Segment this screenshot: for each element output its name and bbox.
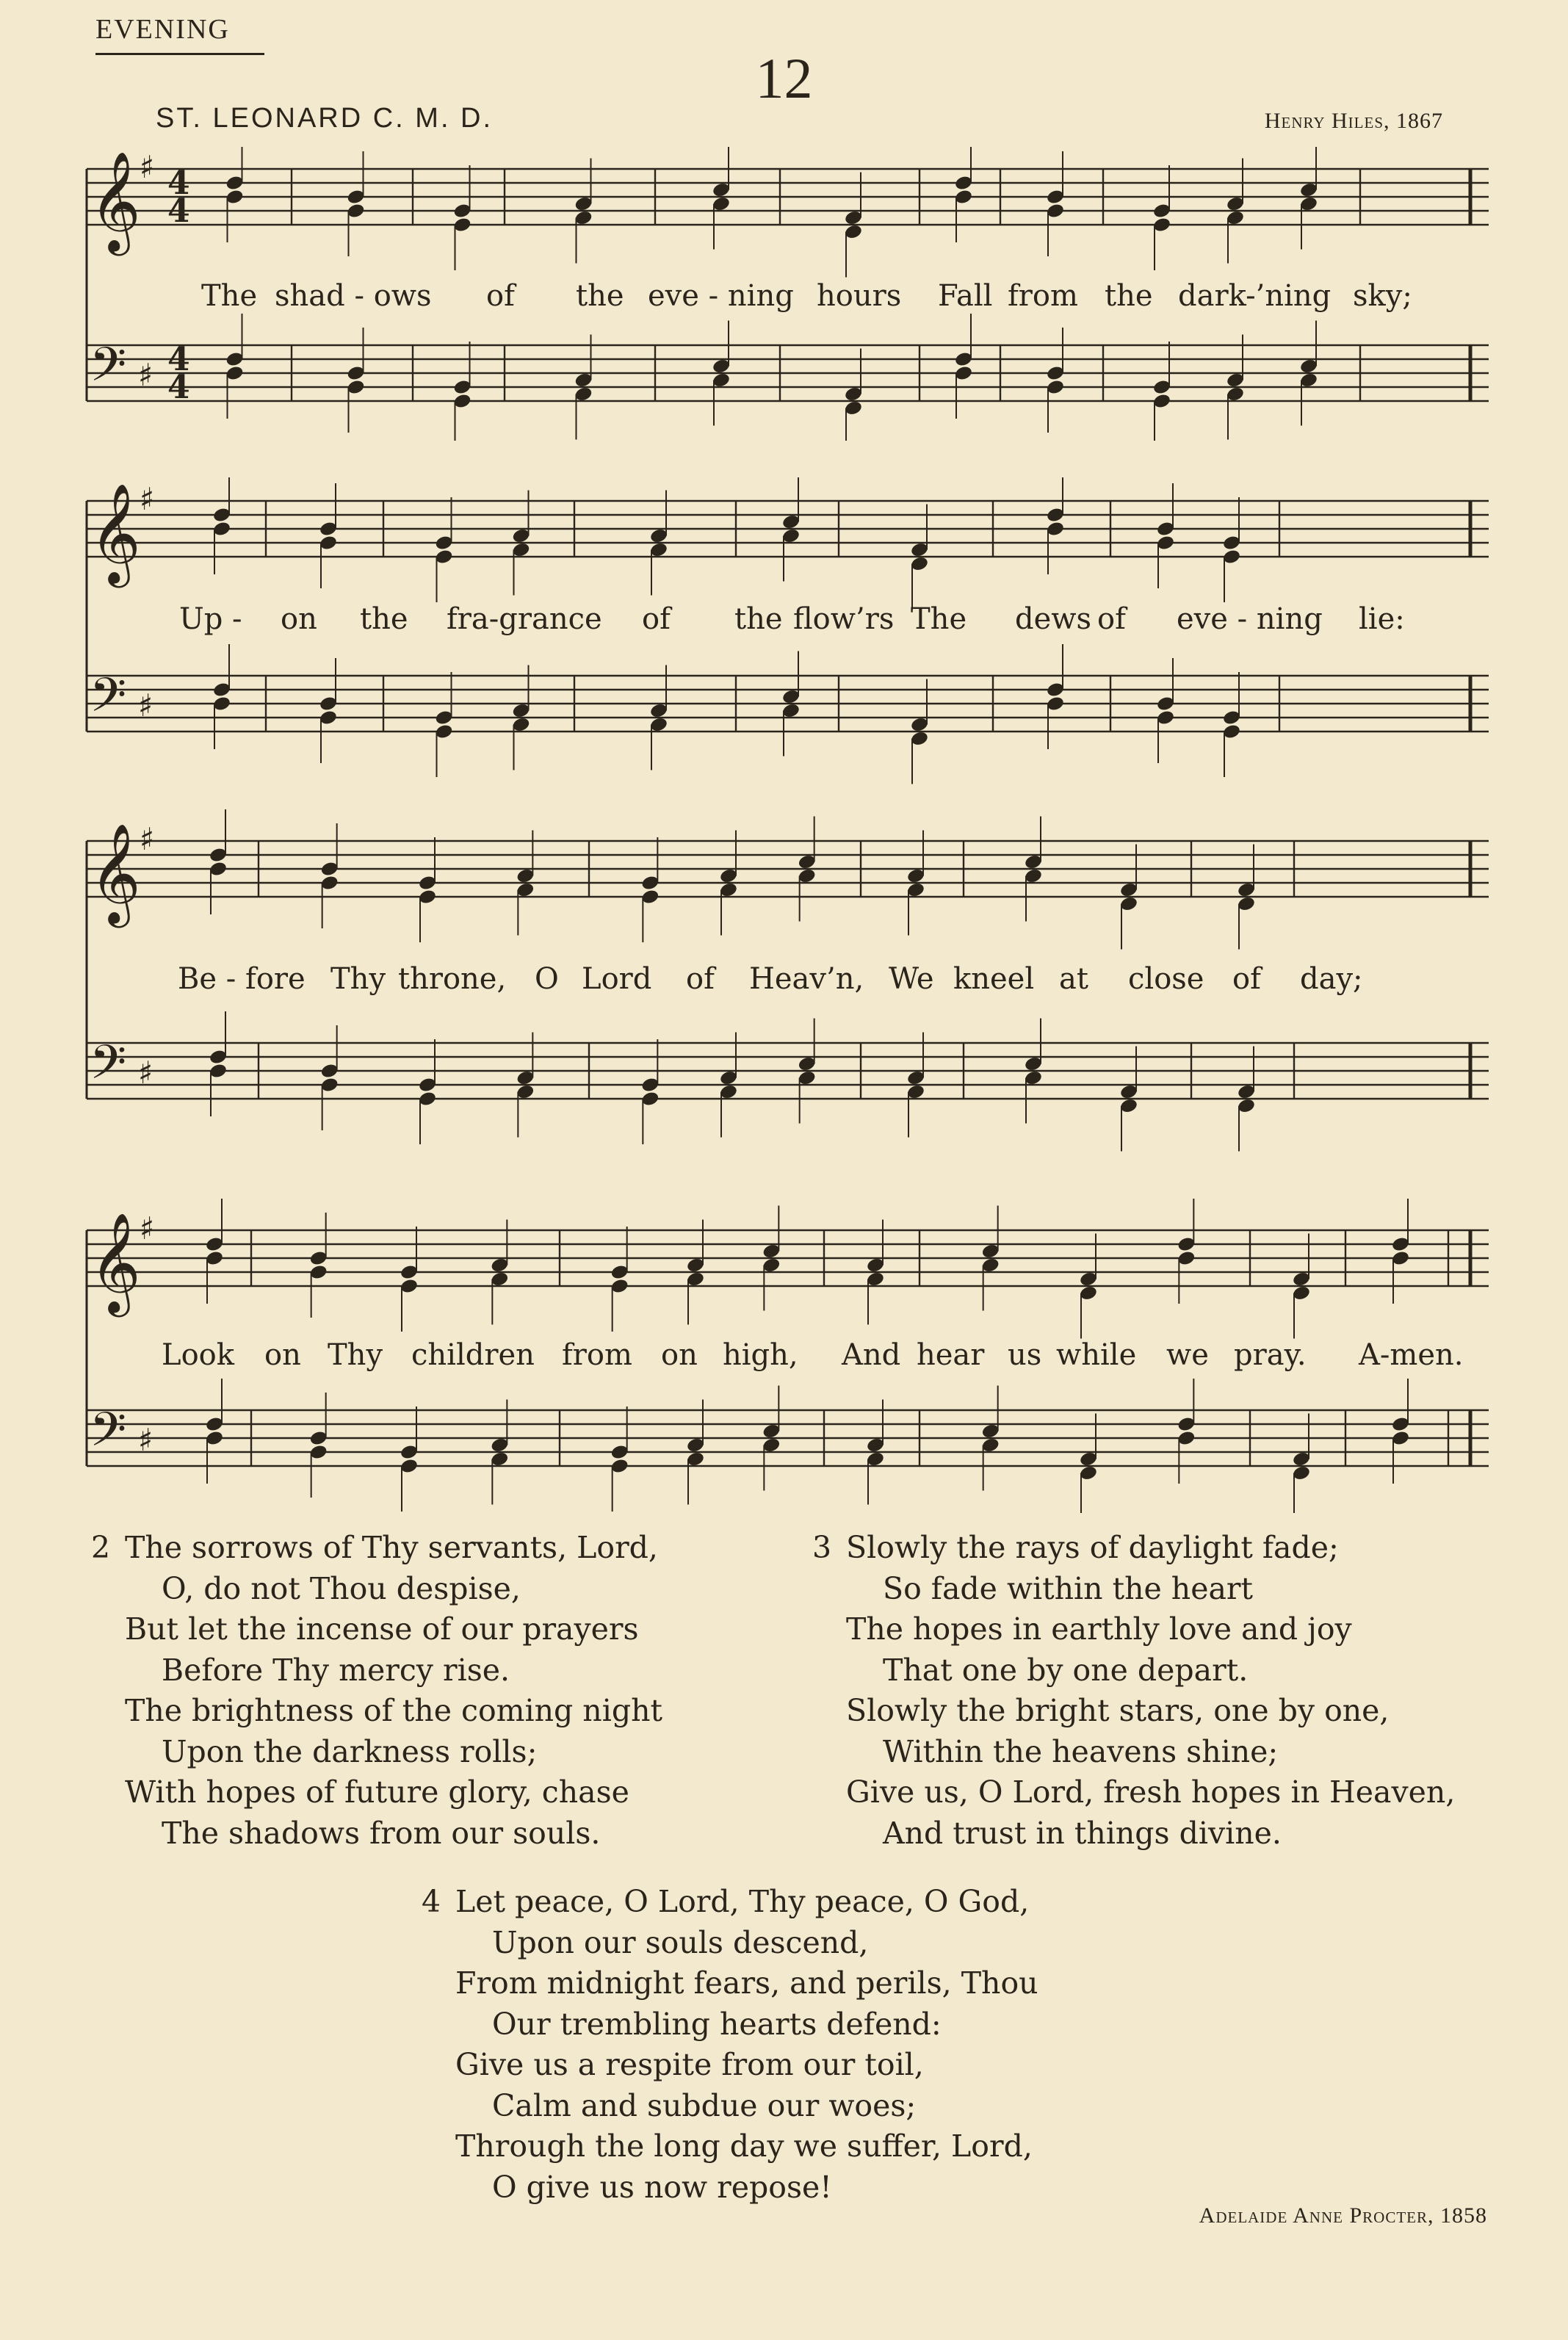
verse-number: 4 — [422, 1884, 441, 1919]
sharp-icon: ♯ — [138, 687, 153, 723]
sharp-icon: ♯ — [138, 1055, 153, 1091]
hymn-number: 12 — [755, 46, 813, 110]
text-author: Adelaide Anne Procter, 1858 — [1199, 2203, 1487, 2228]
lyric-syllable: A-men. — [1359, 1338, 1464, 1372]
lyric-syllable: shad - ows — [275, 279, 432, 313]
verse-line: Our trembling hearts defend: — [492, 2006, 942, 2042]
lyric-syllable: Fall — [938, 279, 993, 313]
verse-line: Slowly the rays of daylight fade; — [846, 1530, 1339, 1565]
lyric-syllable: We — [889, 962, 934, 996]
verse-line: The hopes in earthly love and joy — [846, 1611, 1352, 1647]
lyric-syllable: Lord — [582, 962, 652, 996]
verse-line: O, do not Thou despise, — [162, 1570, 521, 1606]
lyric-syllable: pray. — [1234, 1338, 1307, 1372]
music-system-4 — [82, 1190, 1492, 1513]
verse-line: Before Thy mercy rise. — [162, 1652, 510, 1688]
lyric-syllable: on — [264, 1338, 301, 1372]
lyric-syllable: dews — [1015, 602, 1092, 636]
sharp-icon: ♯ — [140, 1210, 155, 1246]
lyric-syllable: on — [661, 1338, 698, 1372]
lyric-syllable: of — [1232, 962, 1261, 996]
verse-line: The shadows from our souls. — [162, 1815, 601, 1851]
bass-clef-icon: 𝄢 — [90, 1036, 127, 1102]
sharp-icon: ♯ — [138, 357, 153, 393]
verse-line: Calm and subdue our woes; — [492, 2087, 917, 2123]
lyric-syllable: the — [734, 602, 783, 636]
lyric-syllable: Be - fore — [178, 962, 306, 996]
verse-line: Upon the darkness rolls; — [162, 1733, 538, 1769]
time-signature-digit: 4 — [167, 369, 190, 406]
sharp-icon: ♯ — [138, 1422, 153, 1458]
lyric-syllable: hear — [917, 1338, 985, 1372]
lyric-syllable: the — [576, 279, 624, 313]
lyric-syllable: eve - ning — [1177, 602, 1323, 636]
verse-3 — [812, 1528, 1456, 1854]
lyric-syllable: we — [1166, 1338, 1209, 1372]
lyric-syllable: the — [360, 602, 408, 636]
verse-line: Upon our souls descend, — [492, 1924, 869, 1960]
verse-2 — [91, 1528, 662, 1854]
verse-line: Within the heavens shine; — [883, 1733, 1279, 1769]
lyric-syllable: Heav’n, — [749, 962, 864, 996]
music-system-2 — [82, 477, 1492, 786]
lyric-syllable: the — [1105, 279, 1153, 313]
verse-line: Slowly the bright stars, one by one, — [846, 1693, 1390, 1728]
lyric-syllable: lie: — [1359, 602, 1405, 636]
lyric-syllable: throne, — [398, 962, 507, 996]
lyric-syllable: while — [1056, 1338, 1137, 1372]
lyric-syllable: And — [842, 1338, 901, 1372]
lyric-syllable: O — [535, 962, 559, 996]
bass-clef-icon: 𝄢 — [90, 1403, 127, 1469]
treble-clef-icon: 𝄞 — [90, 482, 141, 583]
lyric-syllable: The — [911, 602, 967, 636]
verse-number: 3 — [812, 1530, 832, 1565]
time-signature-digit: 4 — [167, 192, 190, 230]
lyric-syllable: of — [486, 279, 515, 313]
music-system-3 — [82, 801, 1492, 1168]
verse-line: Let peace, O Lord, Thy peace, O God, — [455, 1884, 1030, 1919]
verse-line: So fade within the heart — [883, 1570, 1253, 1606]
lyric-syllable: kneel — [953, 962, 1035, 996]
lyric-syllable: us — [1008, 1338, 1042, 1372]
verse-line: Give us, O Lord, fresh hopes in Heaven, — [846, 1774, 1456, 1810]
lyric-syllable: at — [1059, 962, 1088, 996]
lyric-syllable: Look — [162, 1338, 234, 1372]
lyric-syllable: on — [281, 602, 317, 636]
lyric-syllable: Thy — [328, 1338, 383, 1372]
sharp-icon: ♯ — [140, 481, 155, 517]
lyric-syllable: eve - ning — [648, 279, 794, 313]
section-label: EVENING — [95, 14, 230, 45]
treble-clef-icon: 𝄞 — [90, 150, 141, 251]
verse-4 — [422, 1882, 1038, 2208]
lyric-syllable: dark-’ning — [1178, 279, 1332, 313]
lyric-syllable: from — [1008, 279, 1078, 313]
lyric-syllable: close — [1128, 962, 1204, 996]
verse-line: That one by one depart. — [883, 1652, 1249, 1688]
composer-credit: Henry Hiles, 1867 — [1264, 109, 1443, 133]
lyric-syllable: The — [201, 279, 258, 313]
lyric-syllable: high, — [723, 1338, 798, 1372]
treble-clef-icon: 𝄞 — [90, 822, 141, 923]
time-signature-digit: 4 — [167, 341, 190, 378]
lyric-syllable: hours — [817, 279, 902, 313]
lyric-syllable: children — [411, 1338, 535, 1372]
lyric-syllable: sky; — [1353, 279, 1412, 313]
sharp-icon: ♯ — [140, 149, 155, 185]
verse-line: The brightness of the coming night — [125, 1693, 662, 1728]
verse-line: But let the incense of our prayers — [125, 1611, 639, 1647]
verse-line: O give us now repose! — [492, 2169, 832, 2205]
verse-line: With hopes of future glory, chase — [125, 1774, 629, 1810]
time-signature-digit: 4 — [167, 165, 190, 202]
bass-clef-icon: 𝄢 — [90, 338, 127, 404]
lyric-syllable: fra-grance — [447, 602, 602, 636]
verse-line: The sorrows of Thy servants, Lord, — [125, 1530, 658, 1565]
verse-number: 2 — [91, 1530, 111, 1565]
verse-line: Give us a respite from our toil, — [455, 2047, 924, 2082]
verse-line: And trust in things divine. — [883, 1815, 1282, 1851]
sharp-icon: ♯ — [140, 821, 155, 857]
bass-clef-icon: 𝄢 — [90, 668, 127, 734]
lyric-syllable: of — [1097, 602, 1126, 636]
lyric-syllable: Thy — [330, 962, 386, 996]
verse-line: Through the long day we suffer, Lord, — [455, 2128, 1033, 2164]
lyric-syllable: day; — [1300, 962, 1363, 996]
lyric-syllable: Up - — [179, 602, 242, 636]
verse-line: From midnight fears, and perils, Thou — [455, 1965, 1038, 2001]
music-system-1 — [82, 147, 1492, 441]
lyric-syllable: of — [686, 962, 715, 996]
lyric-syllable: from — [562, 1338, 632, 1372]
tune-name: ST. LEONARD C. M. D. — [156, 103, 494, 134]
lyric-syllable: of — [642, 602, 671, 636]
treble-clef-icon: 𝄞 — [90, 1211, 141, 1312]
lyric-syllable: flow’rs — [793, 602, 895, 636]
